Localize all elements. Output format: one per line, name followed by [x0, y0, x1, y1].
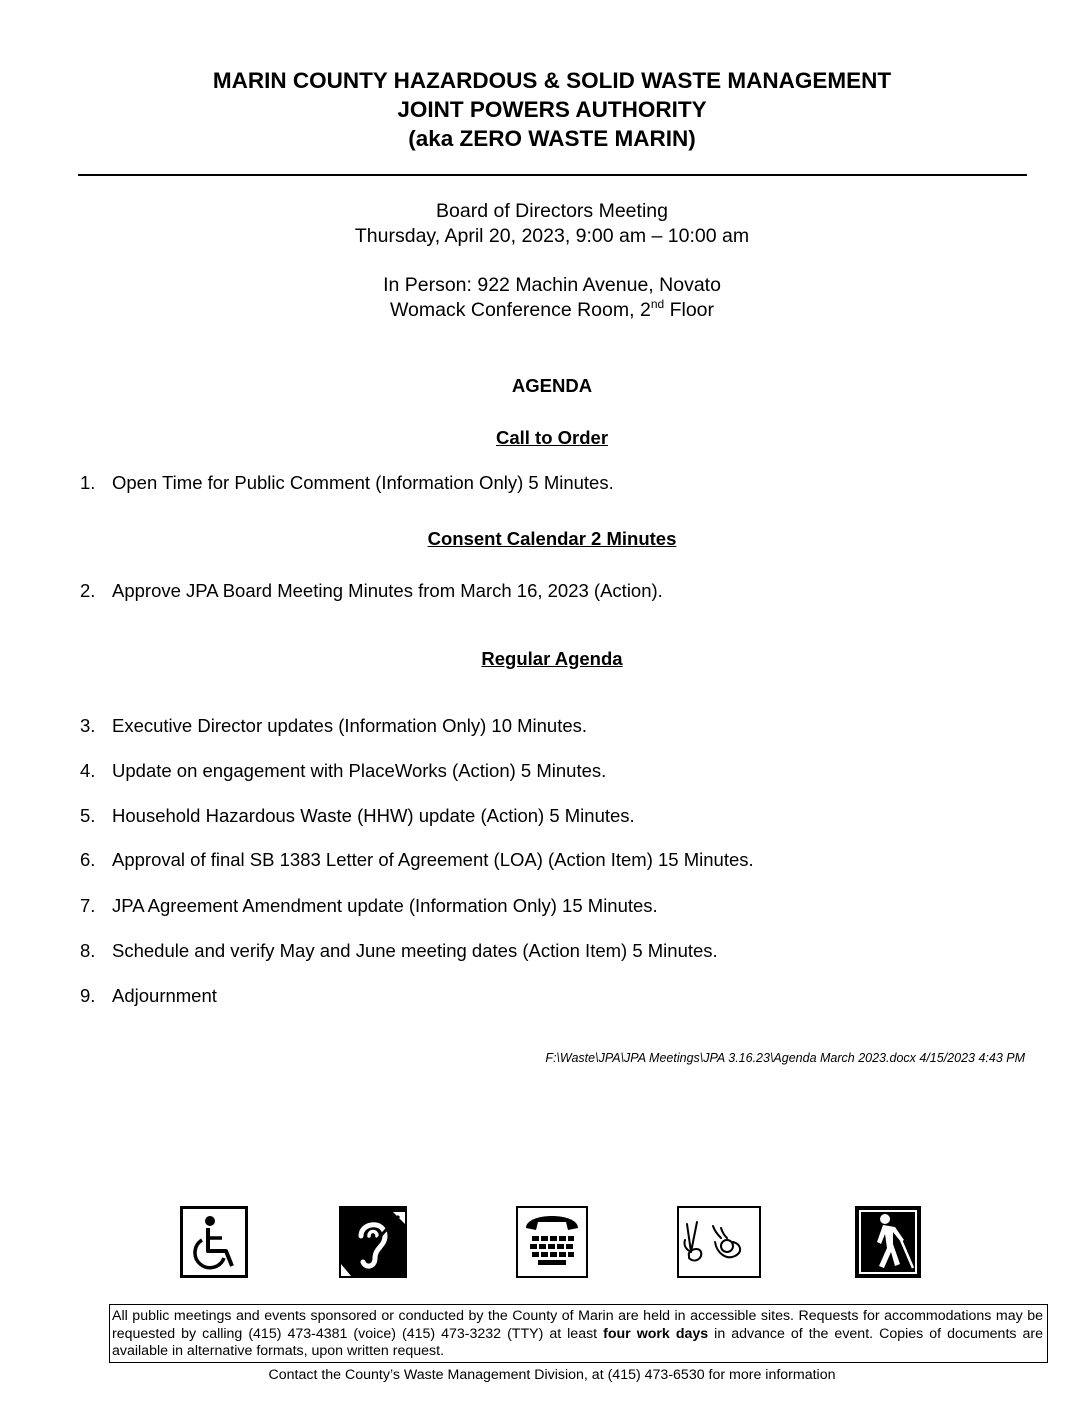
item-text: JPA Agreement Amendment update (Information Only) 15 Minutes. [112, 895, 658, 916]
item-number: 7. [80, 895, 96, 916]
sign-language-icon [677, 1206, 761, 1278]
agenda-item-5 [80, 804, 635, 828]
agenda-item-6 [80, 848, 754, 872]
item-text: Executive Director updates (Information Only) 10 Minutes. [112, 715, 588, 736]
item-number: 3. [80, 715, 96, 736]
meeting-info [0, 199, 1088, 249]
item-text: Approval of final SB 1383 Letter of Agreement (LOA) (Action Item) 15 Minutes. [112, 849, 754, 870]
meeting-name: Board of Directors Meeting [436, 200, 668, 222]
consent-calendar-heading [0, 527, 1088, 551]
regular-agenda-label: Regular Agenda [481, 648, 623, 669]
item-text: Schedule and verify May and June meeting dates (Action Item) 5 Minutes. [112, 940, 718, 961]
agenda-item-7 [80, 894, 658, 918]
notice-emphasis: four work days [603, 1325, 709, 1342]
item-text: Adjournment [112, 985, 217, 1006]
call-to-order-label: Call to Order [495, 427, 609, 448]
agenda-item-4 [80, 759, 606, 783]
header-divider [78, 174, 1027, 176]
call-to-order-heading [0, 426, 1088, 450]
agenda-heading: AGENDA [511, 375, 593, 396]
meeting-location [0, 273, 1088, 323]
item-text: Approve JPA Board Meeting Minutes from March 16, 2023 (Action). [112, 580, 663, 601]
accessibility-notice [109, 1304, 1048, 1363]
item-number: 1. [80, 472, 96, 493]
title-line-1: MARIN COUNTY HAZARDOUS & SOLID WASTE MANAGEMENT [212, 68, 892, 93]
agenda-item-8 [80, 939, 718, 963]
meeting-datetime: Thursday, April 20, 2023, 9:00 am – 10:00 am [354, 225, 750, 247]
blind-walker-icon [855, 1206, 921, 1278]
location-room-ordinal: nd [650, 296, 665, 311]
item-number: 8. [80, 940, 96, 961]
document-title [0, 66, 1088, 153]
item-number: 4. [80, 760, 96, 781]
location-room-text: Womack Conference Room, 2 [389, 299, 651, 321]
agenda-item-3 [80, 714, 587, 738]
item-number: 2. [80, 580, 96, 601]
item-text: Open Time for Public Comment (Information Only) 5 Minutes. [112, 472, 614, 493]
agenda-item-2 [80, 579, 663, 603]
item-number: 6. [80, 849, 96, 870]
tty-phone-icon [516, 1206, 588, 1278]
item-number: 5. [80, 805, 96, 826]
item-number: 9. [80, 985, 96, 1006]
consent-calendar-label: Consent Calendar 2 Minutes [427, 528, 677, 549]
location-room [0, 298, 1088, 323]
contact-line: Contact the County’s Waste Management Division, at (415) 473-6530 for more information [268, 1367, 836, 1383]
notice-text: All public meetings and events sponsored or conducted by the County of Marin are held in accessible sites. Requests for accommodations may be requested by calling (415) 473-4381 (voice) (415) 473-3232 (TTY) at least [112, 1308, 1043, 1342]
hearing-assistance-icon [339, 1206, 407, 1278]
location-address: In Person: 922 Machin Avenue, Novato [383, 274, 721, 296]
notice-text-end: in advance of the event. Copies of documents are available in alternative formats, upon written request. [112, 1325, 1043, 1359]
regular-agenda-heading [0, 647, 1088, 671]
location-room-floor: Floor [664, 299, 715, 321]
file-path: F:\Waste\JPA\JPA Meetings\JPA 3.16.23\Agenda March 2023.docx 4/15/2023 4:43 PM [545, 1051, 1025, 1065]
item-text: Household Hazardous Waste (HHW) update (Action) 5 Minutes. [112, 805, 635, 826]
agenda-item-9 [80, 984, 217, 1008]
title-line-3: (aka ZERO WASTE MARIN) [408, 126, 696, 151]
wheelchair-icon [180, 1206, 248, 1278]
agenda-item-1 [80, 471, 614, 495]
title-line-2: JOINT POWERS AUTHORITY [397, 97, 707, 122]
item-text: Update on engagement with PlaceWorks (Action) 5 Minutes. [112, 760, 607, 781]
